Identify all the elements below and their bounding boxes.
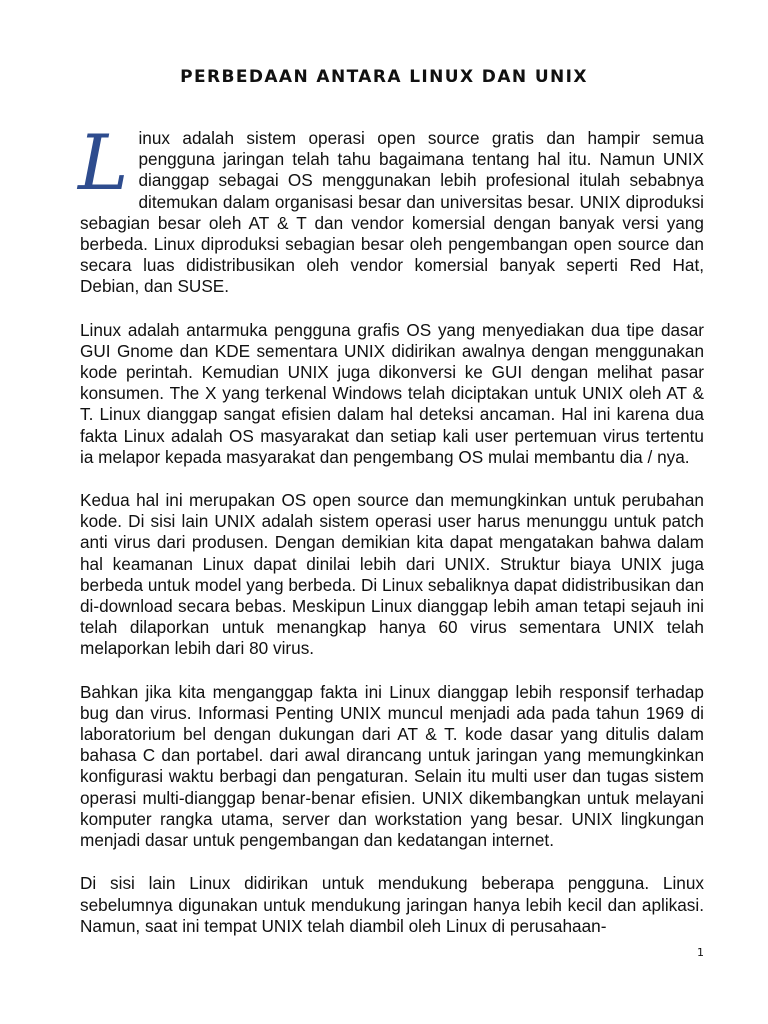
paragraph-5: Di sisi lain Linux didirikan untuk mendukung beberapa pengguna. Linux sebelumnya digunakan untuk mendukung jaringan hanya lebih kecil dan aplikasi. Namun, saat ini tempat UNIX telah diambil oleh Linux di perusahaan- <box>80 873 704 936</box>
document-title: PERBEDAAN ANTARA LINUX DAN UNIX <box>180 67 588 87</box>
drop-cap-letter: L <box>78 118 129 207</box>
paragraph-4: Bahkan jika kita menganggap fakta ini Linux dianggap lebih responsif terhadap bug dan virus. Informasi Penting UNIX muncul menjadi ada pada tahun 1969 di laboratorium bel dengan dukungan dari AT & T. kode dasar yang ditulis dalam bahasa C dan portabel. dari awal dirancang untuk jaringan yang memungkinkan konfigurasi waktu berbagi dan pengaturan. Selain itu multi user dan tugas sistem operasi multi-dianggap benar-benar efisien. UNIX dikembangkan untuk melayani komputer rangka utama, server dan workstation yang besar. UNIX lingkungan menjadi dasar untuk pengembangan dan kedatangan internet. <box>80 681 704 851</box>
paragraph-2: Linux adalah antarmuka pengguna grafis OS yang menyediakan dua tipe dasar GUI Gnome dan KDE sementara UNIX didirikan awalnya dengan menggunakan kode perintah. Kemudian UNIX juga dikonversi ke GUI dengan melihat pasar konsumen. The X yang terkenal Windows telah diciptakan untuk UNIX oleh AT & T. Linux dianggap sangat efisien dalam hal deteksi ancaman. Hal ini karena dua fakta Linux adalah OS masyarakat dan setiap kali user pertemuan virus tertentu ia melapor kepada masyarakat dan pengembang OS mulai membantu dia / nya. <box>80 319 704 467</box>
paragraph-1 <box>78 118 704 298</box>
page-number: 1 <box>697 946 704 959</box>
paragraph-3: Kedua hal ini merupakan OS open source dan memungkinkan untuk perubahan kode. Di sisi lain UNIX adalah sistem operasi user harus menunggu untuk patch anti virus dari produsen. Dengan demikian kita dapat mengatakan bahwa dalam hal keamanan Linux dapat dinilai lebih dari UNIX. Struktur biaya UNIX juga berbeda untuk model yang berbeda. Di Linux sebaliknya dapat didistribusikan dan di-download secara bebas. Meskipun Linux dianggap lebih aman tetapi sejauh ini telah dilaporkan untuk menangkap hanya 60 virus sementara UNIX telah melaporkan lebih dari 80 virus. <box>80 490 704 659</box>
paragraph-1-text: inux adalah sistem operasi open source gratis dan hampir semua pengguna jaringan telah tahu bagaimana tentang hal itu. Namun UNIX dianggap sebagai OS menggunakan lebih profesional itulah sebabnya ditemukan dalam organisasi besar dan universitas besar. UNIX diproduksi sebagian besar oleh AT & T dan vendor komersial dengan banyak versi yang berbeda. Linux diproduksi sebagian besar oleh pengembangan open source dan secara luas didistribusikan oleh vendor komersial banyak seperti Red Hat, Debian, dan SUSE. <box>80 128 704 297</box>
document-body <box>78 118 704 959</box>
